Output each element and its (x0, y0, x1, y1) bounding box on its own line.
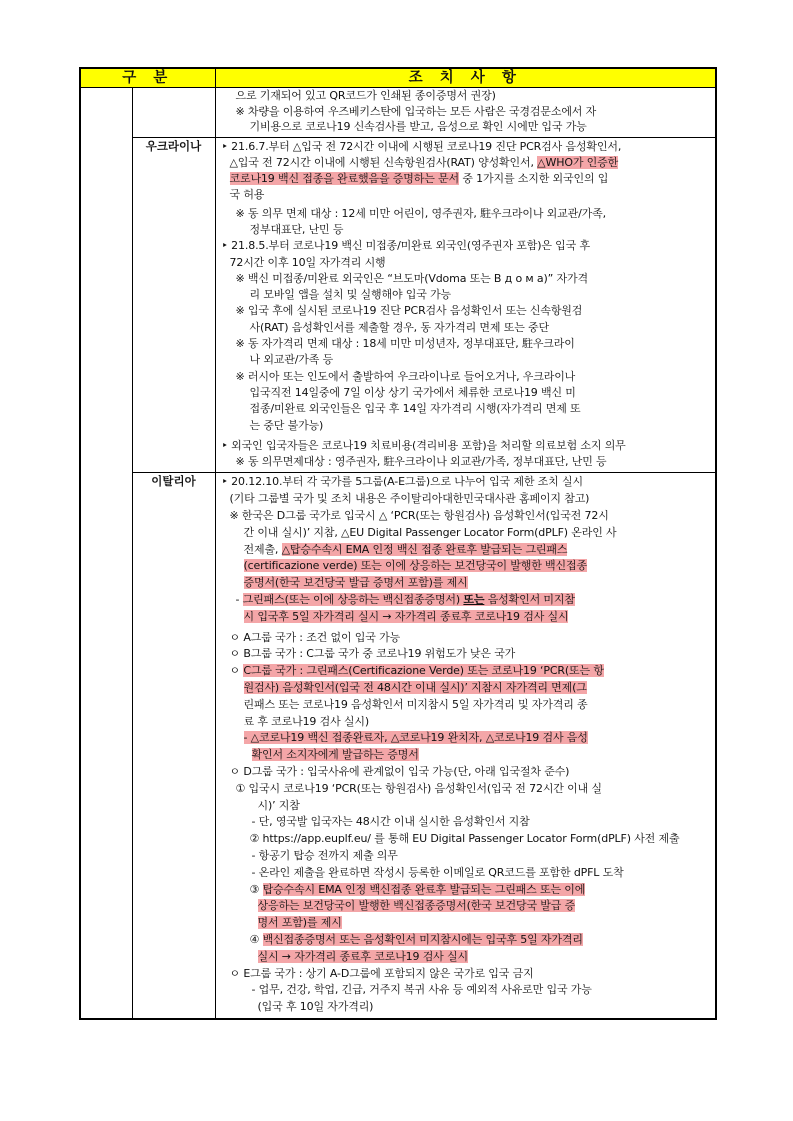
text-line: (기타 그룹별 국가 및 조치 내용은 주이탈리아대한민국대사관 홈페이지 참고) (229, 492, 590, 506)
highlighted-text: 명서 포함)를 제시 (257, 916, 342, 930)
region-cell (80, 88, 132, 1019)
text-line: ※ 백신 미접종/미완료 외국인은 “브도마(Vdoma 또는 В д о м а)” 자가격 (235, 271, 588, 285)
table-row-uzbekistan (80, 88, 716, 138)
text-line: 사(RAT) 음성확인서를 제출할 경우, 동 자가격리 면제 또는 중단 (249, 320, 549, 334)
text-segment: 전제출, (243, 542, 282, 556)
text-line: 는 중단 불가능) (249, 418, 324, 432)
text-line: 72시간 이후 10일 자가격리 시행 (229, 255, 386, 269)
text-segment: △입국 전 72시간 이내에 시행된 신속항원검사(RAT) 양성확인서, (229, 155, 538, 169)
text-line: ※ 동 자가격리 면제 대상 : 18세 미만 미성년자, 정부대표단, 駐우크라이 (235, 337, 575, 351)
text-line: 시)’ 지참 (257, 798, 300, 812)
text-line: 리 모바일 앱을 설치 및 실행해야 입국 가능 (249, 288, 452, 302)
highlighted-text: 탑승수속시 EMA 인정 백신접종 완료후 발급되는 그린패스 또는 이에 (262, 882, 586, 896)
highlighted-text: 증명서(한국 보건당국 발급 증명서 포함)를 제시 (243, 576, 468, 590)
text-line: ‣ 21.8.5.부터 코로나19 백신 미접종/미완료 외국인(영주권자 포함)은 입국 후 (221, 239, 590, 253)
text-line: ‣ 21.6.7.부터 △입국 전 72시간 이내에 시행된 코로나19 진단 PCR검사 음성확인서, (221, 139, 622, 153)
highlighted-text: 확인서 소지자에게 발급하는 증명서 (251, 748, 419, 762)
country-cell-empty (132, 88, 215, 138)
header-measures: 조 치 사 항 (215, 68, 716, 88)
measures-cell (215, 88, 716, 138)
text-line: ※ 동 의무면제대상 : 영주권자, 駐우크라이나 외교관/가족, 정부대표단, 난민 등 (235, 455, 607, 469)
text-line: ※ 차량을 이용하여 우즈베키스탄에 입국하는 모든 사람은 국경검문소에서 자 (235, 104, 597, 118)
text-line: - 온라인 제출을 완료하면 작성시 등록한 이메일로 QR코드를 포함한 dPFL 도착 (251, 865, 624, 879)
text-line: ② https://app.euplf.eu/ 를 통해 EU Digital Passenger Locator Form(dPLF) 사전 제출 (249, 832, 680, 846)
text-line: ‣ 외국인 입국자들은 코로나19 치료비용(격리비용 포함)을 처리할 의료보험 소지 의무 (221, 438, 626, 452)
text-line: ※ 입국 후에 실시된 코로나19 진단 PCR검사 음성확인서 또는 신속항원검 (235, 304, 583, 318)
table-header-row (80, 68, 716, 88)
text-segment: 중 1가지를 소지한 외국인의 입 (458, 172, 609, 186)
highlighted-text: 음성확인서 미지참 (484, 593, 575, 607)
highlighted-text: 실시 → 자가격리 종료후 코로나19 검사 실시 (257, 949, 468, 963)
measures-cell (215, 137, 716, 473)
table-row-italy (80, 473, 716, 1019)
highlighted-text: 상응하는 보건당국이 발행한 백신접종증명서(한국 보건당국 발급 증 (257, 899, 576, 913)
text-line: ㅇ B그룹 국가 : C그룹 국가 중 코로나19 위험도가 낮은 국가 (229, 647, 516, 661)
text-line: 료 후 코로나19 검사 실시) (243, 714, 370, 728)
text-line: ① 입국시 코로나19 ‘PCR(또는 항원검사) 음성확인서(입국 전 72시간 이내 실 (235, 781, 602, 795)
highlighted-text: C그룹 국가 : 그린패스(Certificazione Verde) 또는 코로나19 ‘PCR(또는 항 (243, 664, 604, 678)
text-segment: ③ (249, 882, 263, 896)
text-line: 간 이내 실시)’ 지참, △EU Digital Passenger Locator Form(dPLF) 온라인 사 (243, 525, 617, 539)
text-line: 으로 기재되어 있고 QR코드가 인쇄된 종이증명서 권장) (235, 89, 496, 102)
highlighted-text: 그린패스(또는 이에 상응하는 백신접종증명서) (242, 593, 464, 607)
text-line: ㅇ D그룹 국가 : 입국사유에 관계없이 입국 가능(단, 아래 입국절차 준수) (229, 764, 570, 778)
text-line: 기비용으로 코로나19 신속검사를 받고, 음성으로 확인 시에만 입국 가능 (249, 120, 587, 133)
text-line: 나 외교관/가족 등 (249, 353, 334, 367)
highlighted-text: 코로나19 백신 접종을 완료했음을 증명하는 문서 (229, 172, 459, 186)
measures-cell (215, 473, 716, 1019)
text-line: - 업무, 건강, 학업, 긴급, 거주지 복귀 사유 등 예외적 사유로만 입국 가능 (251, 983, 592, 997)
text-line: ※ 동 의무 면제 대상 : 12세 미만 어린이, 영주권자, 駐우크라이나 외교관/가족, (235, 206, 606, 220)
text-line: ㅇ E그룹 국가 : 상기 A-D그룹에 포함되지 않은 국가로 입국 금지 (229, 966, 534, 980)
text-line: 린패스 또는 코로나19 음성확인서 미지참시 5일 자가격리 및 자가격리 종 (243, 697, 588, 711)
text-line: (입국 후 10일 자가격리) (257, 1000, 374, 1014)
highlighted-text: 백신접종증명서 또는 음성확인서 미지참시에는 입국후 5일 자가격리 (262, 932, 583, 946)
highlighted-text: 시 입국후 5일 자가격리 실시 → 자가격리 종료후 코로나19 검사 실시 (243, 609, 569, 623)
text-line: 입국직전 14일중에 7일 이상 상기 국가에서 체류한 코로나19 백신 미 (249, 385, 576, 399)
emphasis-text: 또는 (463, 593, 485, 607)
header-category: 구 분 (80, 68, 215, 88)
highlighted-text: - △코로나19 백신 접종완료자, △코로나19 완치자, △코로나19 검사 음성 (243, 731, 588, 745)
text-segment: ㅇ (229, 664, 244, 678)
text-line: ※ 한국은 D그룹 국가로 입국시 △ ‘PCR(또는 항원검사) 음성확인서(입국전 72시 (229, 509, 609, 523)
text-segment: - (235, 593, 243, 607)
measures-table (79, 67, 717, 1020)
text-line: ㅇ A그룹 국가 : 조건 없이 입국 가능 (229, 630, 401, 644)
highlighted-text: △WHO가 인증한 (537, 155, 619, 169)
text-line: ※ 러시아 또는 인도에서 출발하여 우크라이나로 들어오거나, 우크라이나 (235, 369, 576, 383)
table-row-ukraine (80, 137, 716, 473)
country-name-ukraine: 우크라이나 (132, 137, 215, 473)
highlighted-text: (certificazione verde) 또는 이에 상응하는 보건당국이 발행한 백신접종 (243, 559, 587, 573)
text-line: 정부대표단, 난민 등 (249, 222, 344, 236)
text-line: ‣ 20.12.10.부터 각 국가를 5그룹(A-E그룹)으로 나누어 입국 제한 조치 실시 (221, 475, 583, 489)
text-segment: ④ (249, 932, 263, 946)
text-line: - 항공기 탑승 전까지 제출 의무 (251, 848, 398, 862)
highlighted-text: 원검사) 음성확인서(입국 전 48시간 이내 실시)’ 지참시 자가격리 면제(그 (243, 681, 587, 694)
text-line: - 단, 영국발 입국자는 48시간 이내 실시한 음성확인서 지참 (251, 815, 530, 829)
highlighted-text: △탑승수속시 EMA 인정 백신 접종 완료후 발급되는 그린패스 (281, 542, 568, 556)
text-line: 국 허용 (229, 188, 265, 202)
text-line: 접종/미완료 외국인들은 입국 후 14일 자가격리 시행(자가격리 면제 또 (249, 402, 581, 416)
country-name-italy: 이탈리아 (132, 473, 215, 1019)
